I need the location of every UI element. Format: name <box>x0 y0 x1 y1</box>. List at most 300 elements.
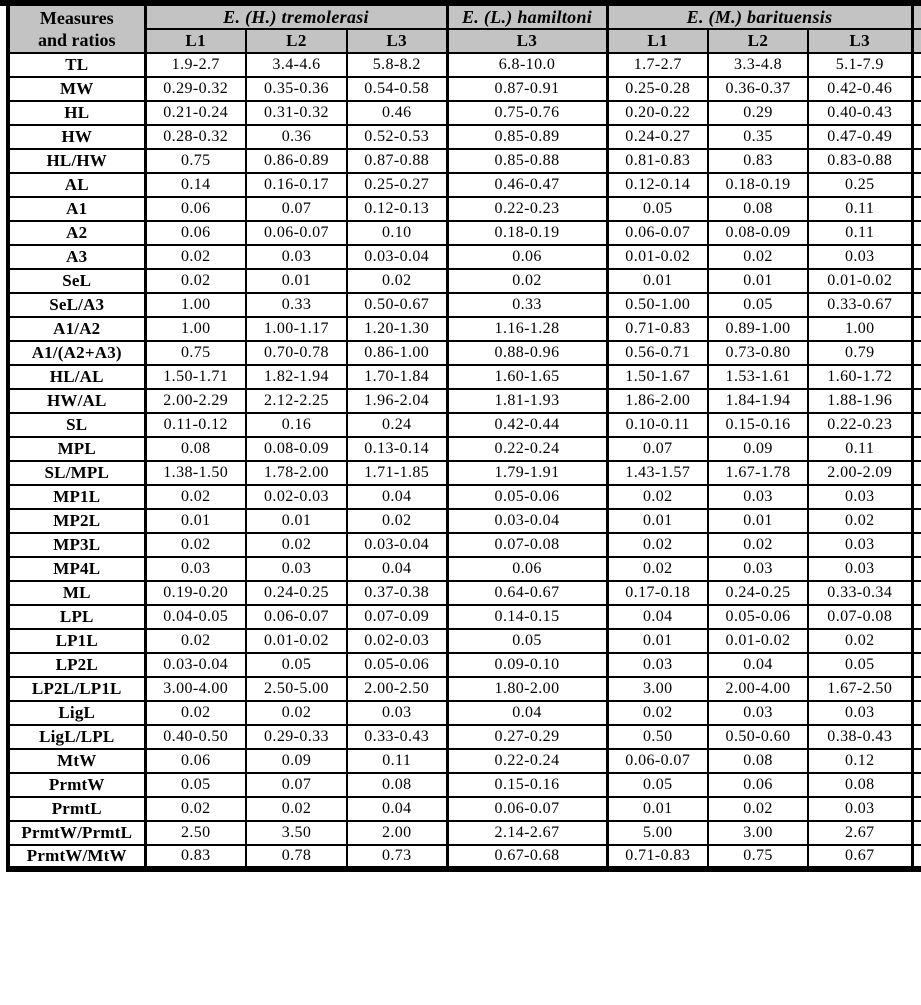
table-row <box>8 485 921 509</box>
value-cell: 0.85-0.88 <box>447 149 607 173</box>
value-cell: 0.02-0.03 <box>347 629 447 653</box>
cutoff-column-cell <box>912 677 921 701</box>
cutoff-column-header-bottom <box>912 29 921 53</box>
value-cell: 0.05-0.06 <box>708 605 808 629</box>
value-cell: 5.00 <box>607 821 708 845</box>
value-cell: 0.01 <box>708 269 808 293</box>
table-row <box>8 413 921 437</box>
measurements-table <box>6 6 921 872</box>
value-cell: 0.22-0.24 <box>447 437 607 461</box>
stage-header-tremolerasi-l1: L1 <box>145 29 246 53</box>
table-row <box>8 317 921 341</box>
row-label: HL <box>8 101 145 125</box>
value-cell: 0.02 <box>145 485 246 509</box>
row-label: A1 <box>8 197 145 221</box>
cutoff-column-header-top <box>912 6 921 29</box>
value-cell: 0.22-0.23 <box>447 197 607 221</box>
value-cell: 0.02 <box>808 509 912 533</box>
value-cell: 0.83-0.88 <box>808 149 912 173</box>
row-label: TL <box>8 53 145 77</box>
value-cell: 0.64-0.67 <box>447 581 607 605</box>
value-cell: 0.03-0.04 <box>347 533 447 557</box>
row-label: SL/MPL <box>8 461 145 485</box>
value-cell: 0.24-0.25 <box>708 581 808 605</box>
value-cell: 0.02-0.03 <box>246 485 347 509</box>
value-cell: 1.67-2.50 <box>808 677 912 701</box>
value-cell: 2.00-2.50 <box>347 677 447 701</box>
row-label: PrmtL <box>8 797 145 821</box>
cutoff-column-cell <box>912 629 921 653</box>
row-label: HW/AL <box>8 389 145 413</box>
cutoff-column-cell <box>912 461 921 485</box>
cutoff-column-cell <box>912 413 921 437</box>
value-cell: 0.06-0.07 <box>607 221 708 245</box>
value-cell: 0.03 <box>708 557 808 581</box>
table-row <box>8 221 921 245</box>
value-cell: 0.03 <box>246 557 347 581</box>
table-row <box>8 845 921 869</box>
value-cell: 0.13-0.14 <box>347 437 447 461</box>
row-label: MP2L <box>8 509 145 533</box>
value-cell: 0.75 <box>145 149 246 173</box>
value-cell: 0.37-0.38 <box>347 581 447 605</box>
value-cell: 2.00-4.00 <box>708 677 808 701</box>
cutoff-column-cell <box>912 581 921 605</box>
value-cell: 0.11-0.12 <box>145 413 246 437</box>
value-cell: 0.33 <box>246 293 347 317</box>
value-cell: 1.82-1.94 <box>246 365 347 389</box>
value-cell: 0.07-0.08 <box>447 533 607 557</box>
value-cell: 1.50-1.67 <box>607 365 708 389</box>
value-cell: 0.03 <box>808 533 912 557</box>
value-cell: 0.11 <box>808 197 912 221</box>
species-header-hamiltoni: E. (L.) hamiltoni <box>447 6 607 29</box>
value-cell: 0.01 <box>607 269 708 293</box>
value-cell: 0.01 <box>607 509 708 533</box>
value-cell: 0.18-0.19 <box>708 173 808 197</box>
row-label: A2 <box>8 221 145 245</box>
value-cell: 0.54-0.58 <box>347 77 447 101</box>
table-row <box>8 245 921 269</box>
value-cell: 0.75 <box>145 341 246 365</box>
value-cell: 0.05-0.06 <box>347 653 447 677</box>
value-cell: 0.03 <box>808 701 912 725</box>
cutoff-column-cell <box>912 773 921 797</box>
value-cell: 1.88-1.96 <box>808 389 912 413</box>
value-cell: 3.3-4.8 <box>708 53 808 77</box>
value-cell: 0.22-0.24 <box>447 749 607 773</box>
value-cell: 1.00 <box>808 317 912 341</box>
value-cell: 0.73-0.80 <box>708 341 808 365</box>
value-cell: 0.01-0.02 <box>808 269 912 293</box>
value-cell: 1.53-1.61 <box>708 365 808 389</box>
value-cell: 2.14-2.67 <box>447 821 607 845</box>
value-cell: 0.04 <box>447 701 607 725</box>
value-cell: 0.04-0.05 <box>145 605 246 629</box>
value-cell: 0.06-0.07 <box>607 749 708 773</box>
row-label: ML <box>8 581 145 605</box>
value-cell: 1.38-1.50 <box>145 461 246 485</box>
value-cell: 0.05 <box>708 293 808 317</box>
value-cell: 0.81-0.83 <box>607 149 708 173</box>
cutoff-column-cell <box>912 605 921 629</box>
value-cell: 0.08 <box>347 773 447 797</box>
value-cell: 0.08 <box>708 197 808 221</box>
value-cell: 0.03 <box>246 245 347 269</box>
value-cell: 0.52-0.53 <box>347 125 447 149</box>
value-cell: 0.05-0.06 <box>447 485 607 509</box>
table-row <box>8 197 921 221</box>
value-cell: 0.02 <box>145 245 246 269</box>
value-cell: 0.14 <box>145 173 246 197</box>
value-cell: 1.7-2.7 <box>607 53 708 77</box>
value-cell: 0.02 <box>447 269 607 293</box>
value-cell: 0.04 <box>708 653 808 677</box>
value-cell: 0.07 <box>246 773 347 797</box>
row-label: MP3L <box>8 533 145 557</box>
value-cell: 0.35 <box>708 125 808 149</box>
value-cell: 0.67 <box>808 845 912 869</box>
table-row <box>8 629 921 653</box>
value-cell: 0.24 <box>347 413 447 437</box>
stage-header-barituensis-l1: L1 <box>607 29 708 53</box>
table-row <box>8 341 921 365</box>
value-cell: 1.78-2.00 <box>246 461 347 485</box>
row-label: SeL <box>8 269 145 293</box>
value-cell: 0.08 <box>708 749 808 773</box>
value-cell: 0.01 <box>246 269 347 293</box>
table-row <box>8 53 921 77</box>
table-row <box>8 581 921 605</box>
measures-and-ratios-header <box>8 6 145 53</box>
value-cell: 2.50-5.00 <box>246 677 347 701</box>
value-cell: 0.15-0.16 <box>708 413 808 437</box>
cutoff-column-cell <box>912 557 921 581</box>
value-cell: 0.31-0.32 <box>246 101 347 125</box>
table-row <box>8 101 921 125</box>
row-label: LPL <box>8 605 145 629</box>
table-body <box>8 53 921 869</box>
value-cell: 1.79-1.91 <box>447 461 607 485</box>
value-cell: 0.10 <box>347 221 447 245</box>
row-label: MP4L <box>8 557 145 581</box>
table-row <box>8 77 921 101</box>
table-row <box>8 821 921 845</box>
value-cell: 0.03-0.04 <box>145 653 246 677</box>
table-row <box>8 293 921 317</box>
value-cell: 0.05 <box>607 197 708 221</box>
row-label: LigL/LPL <box>8 725 145 749</box>
table-row <box>8 269 921 293</box>
value-cell: 1.00 <box>145 317 246 341</box>
value-cell: 0.87-0.91 <box>447 77 607 101</box>
value-cell: 0.03 <box>808 245 912 269</box>
row-label: MtW <box>8 749 145 773</box>
value-cell: 1.9-2.7 <box>145 53 246 77</box>
table-row <box>8 725 921 749</box>
value-cell: 0.02 <box>347 509 447 533</box>
value-cell: 1.71-1.85 <box>347 461 447 485</box>
value-cell: 0.21-0.24 <box>145 101 246 125</box>
row-label: PrmtW/PrmtL <box>8 821 145 845</box>
value-cell: 0.04 <box>347 797 447 821</box>
value-cell: 0.02 <box>607 557 708 581</box>
table-row <box>8 605 921 629</box>
row-label: HL/AL <box>8 365 145 389</box>
value-cell: 0.29 <box>708 101 808 125</box>
value-cell: 0.06-0.07 <box>447 797 607 821</box>
value-cell: 1.00-1.17 <box>246 317 347 341</box>
value-cell: 0.04 <box>347 485 447 509</box>
value-cell: 0.78 <box>246 845 347 869</box>
value-cell: 0.75 <box>708 845 808 869</box>
table-row <box>8 173 921 197</box>
cutoff-column-cell <box>912 821 921 845</box>
value-cell: 0.02 <box>145 797 246 821</box>
value-cell: 0.06 <box>145 221 246 245</box>
value-cell: 0.02 <box>708 245 808 269</box>
corner-line-2: and ratios <box>37 30 116 50</box>
value-cell: 0.28-0.32 <box>145 125 246 149</box>
value-cell: 2.00-2.09 <box>808 461 912 485</box>
value-cell: 3.00 <box>607 677 708 701</box>
value-cell: 0.83 <box>145 845 246 869</box>
value-cell: 0.06 <box>145 197 246 221</box>
value-cell: 0.50-1.00 <box>607 293 708 317</box>
value-cell: 0.17-0.18 <box>607 581 708 605</box>
value-cell: 0.05 <box>145 773 246 797</box>
cutoff-column-cell <box>912 701 921 725</box>
table-row <box>8 749 921 773</box>
cutoff-column-cell <box>912 437 921 461</box>
value-cell: 1.50-1.71 <box>145 365 246 389</box>
value-cell: 0.06-0.07 <box>246 605 347 629</box>
value-cell: 0.35-0.36 <box>246 77 347 101</box>
value-cell: 0.12 <box>808 749 912 773</box>
value-cell: 0.09 <box>708 437 808 461</box>
value-cell: 0.05 <box>808 653 912 677</box>
value-cell: 0.06 <box>708 773 808 797</box>
value-cell: 0.24-0.25 <box>246 581 347 605</box>
value-cell: 0.04 <box>607 605 708 629</box>
value-cell: 0.24-0.27 <box>607 125 708 149</box>
value-cell: 0.71-0.83 <box>607 317 708 341</box>
stage-header-barituensis-l3: L3 <box>808 29 912 53</box>
value-cell: 0.40-0.43 <box>808 101 912 125</box>
table-row <box>8 533 921 557</box>
table-row <box>8 437 921 461</box>
value-cell: 0.03 <box>808 557 912 581</box>
value-cell: 0.02 <box>347 269 447 293</box>
cutoff-column-cell <box>912 149 921 173</box>
cutoff-column-cell <box>912 341 921 365</box>
value-cell: 3.00 <box>708 821 808 845</box>
table-row <box>8 149 921 173</box>
row-label: PrmtW/MtW <box>8 845 145 869</box>
row-label: SeL/A3 <box>8 293 145 317</box>
value-cell: 0.05 <box>246 653 347 677</box>
cutoff-column-cell <box>912 101 921 125</box>
value-cell: 1.43-1.57 <box>607 461 708 485</box>
cutoff-column-cell <box>912 485 921 509</box>
value-cell: 5.1-7.9 <box>808 53 912 77</box>
value-cell: 0.73 <box>347 845 447 869</box>
value-cell: 0.70-0.78 <box>246 341 347 365</box>
row-label: AL <box>8 173 145 197</box>
table-header <box>8 6 921 53</box>
row-label: MPL <box>8 437 145 461</box>
value-cell: 0.46-0.47 <box>447 173 607 197</box>
row-label: HL/HW <box>8 149 145 173</box>
value-cell: 0.03 <box>607 653 708 677</box>
cutoff-column-cell <box>912 845 921 869</box>
cutoff-column-cell <box>912 725 921 749</box>
value-cell: 0.86-0.89 <box>246 149 347 173</box>
value-cell: 0.36 <box>246 125 347 149</box>
value-cell: 0.02 <box>145 701 246 725</box>
value-cell: 0.29-0.33 <box>246 725 347 749</box>
value-cell: 1.96-2.04 <box>347 389 447 413</box>
value-cell: 0.25-0.27 <box>347 173 447 197</box>
value-cell: 0.19-0.20 <box>145 581 246 605</box>
cutoff-column-cell <box>912 221 921 245</box>
value-cell: 0.03 <box>347 701 447 725</box>
value-cell: 0.42-0.46 <box>808 77 912 101</box>
value-cell: 0.16 <box>246 413 347 437</box>
value-cell: 0.79 <box>808 341 912 365</box>
row-label: LP2L/LP1L <box>8 677 145 701</box>
row-label: PrmtW <box>8 773 145 797</box>
value-cell: 0.33-0.34 <box>808 581 912 605</box>
value-cell: 2.12-2.25 <box>246 389 347 413</box>
value-cell: 0.14-0.15 <box>447 605 607 629</box>
value-cell: 0.50-0.60 <box>708 725 808 749</box>
value-cell: 0.01-0.02 <box>246 629 347 653</box>
value-cell: 0.07-0.08 <box>808 605 912 629</box>
value-cell: 2.67 <box>808 821 912 845</box>
value-cell: 2.50 <box>145 821 246 845</box>
value-cell: 3.50 <box>246 821 347 845</box>
table-row <box>8 461 921 485</box>
value-cell: 0.33-0.67 <box>808 293 912 317</box>
value-cell: 0.46 <box>347 101 447 125</box>
value-cell: 0.33 <box>447 293 607 317</box>
value-cell: 0.11 <box>808 221 912 245</box>
value-cell: 0.08 <box>145 437 246 461</box>
value-cell: 0.02 <box>607 533 708 557</box>
value-cell: 0.07 <box>246 197 347 221</box>
stage-header-tremolerasi-l2: L2 <box>246 29 347 53</box>
value-cell: 0.02 <box>145 629 246 653</box>
value-cell: 3.00-4.00 <box>145 677 246 701</box>
cutoff-column-cell <box>912 749 921 773</box>
value-cell: 0.25-0.28 <box>607 77 708 101</box>
value-cell: 0.85-0.89 <box>447 125 607 149</box>
stage-header-row <box>8 29 921 53</box>
value-cell: 0.12-0.13 <box>347 197 447 221</box>
value-cell: 1.81-1.93 <box>447 389 607 413</box>
species-header-tremolerasi: E. (H.) tremolerasi <box>145 6 447 29</box>
value-cell: 1.67-1.78 <box>708 461 808 485</box>
value-cell: 0.15-0.16 <box>447 773 607 797</box>
value-cell: 0.25 <box>808 173 912 197</box>
value-cell: 0.18-0.19 <box>447 221 607 245</box>
value-cell: 0.01 <box>607 797 708 821</box>
value-cell: 0.27-0.29 <box>447 725 607 749</box>
value-cell: 0.11 <box>808 437 912 461</box>
cutoff-column-cell <box>912 77 921 101</box>
value-cell: 0.88-0.96 <box>447 341 607 365</box>
value-cell: 2.00-2.29 <box>145 389 246 413</box>
value-cell: 0.06 <box>447 245 607 269</box>
row-label: LigL <box>8 701 145 725</box>
value-cell: 0.42-0.44 <box>447 413 607 437</box>
value-cell: 0.01 <box>145 509 246 533</box>
value-cell: 0.40-0.50 <box>145 725 246 749</box>
value-cell: 0.03 <box>808 485 912 509</box>
cutoff-column-cell <box>912 317 921 341</box>
row-label: A3 <box>8 245 145 269</box>
value-cell: 1.84-1.94 <box>708 389 808 413</box>
value-cell: 1.86-2.00 <box>607 389 708 413</box>
value-cell: 0.03 <box>808 797 912 821</box>
value-cell: 0.03 <box>708 485 808 509</box>
value-cell: 0.38-0.43 <box>808 725 912 749</box>
value-cell: 5.8-8.2 <box>347 53 447 77</box>
value-cell: 1.60-1.72 <box>808 365 912 389</box>
value-cell: 0.02 <box>708 533 808 557</box>
table-row <box>8 365 921 389</box>
value-cell: 0.08-0.09 <box>708 221 808 245</box>
value-cell: 0.16-0.17 <box>246 173 347 197</box>
table-row <box>8 125 921 149</box>
value-cell: 0.01-0.02 <box>708 629 808 653</box>
value-cell: 1.70-1.84 <box>347 365 447 389</box>
value-cell: 0.09-0.10 <box>447 653 607 677</box>
value-cell: 0.22-0.23 <box>808 413 912 437</box>
row-label: MP1L <box>8 485 145 509</box>
value-cell: 0.03-0.04 <box>447 509 607 533</box>
cutoff-column-cell <box>912 125 921 149</box>
row-label: A1/A2 <box>8 317 145 341</box>
cutoff-column-cell <box>912 389 921 413</box>
row-label: HW <box>8 125 145 149</box>
stage-header-hamiltoni-l3: L3 <box>447 29 607 53</box>
value-cell: 0.02 <box>607 485 708 509</box>
value-cell: 0.06 <box>145 749 246 773</box>
value-cell: 0.03-0.04 <box>347 245 447 269</box>
value-cell: 0.06-0.07 <box>246 221 347 245</box>
species-header-barituensis: E. (M.) barituensis <box>607 6 912 29</box>
cutoff-column-cell <box>912 173 921 197</box>
value-cell: 0.86-1.00 <box>347 341 447 365</box>
value-cell: 0.03 <box>708 701 808 725</box>
cutoff-column-cell <box>912 653 921 677</box>
value-cell: 0.11 <box>347 749 447 773</box>
cutoff-column-cell <box>912 797 921 821</box>
value-cell: 6.8-10.0 <box>447 53 607 77</box>
value-cell: 0.02 <box>246 797 347 821</box>
value-cell: 0.08 <box>808 773 912 797</box>
value-cell: 0.06 <box>447 557 607 581</box>
value-cell: 0.36-0.37 <box>708 77 808 101</box>
value-cell: 0.04 <box>347 557 447 581</box>
corner-line-1: Measures <box>39 7 114 28</box>
value-cell: 0.29-0.32 <box>145 77 246 101</box>
value-cell: 1.16-1.28 <box>447 317 607 341</box>
table-row <box>8 389 921 413</box>
value-cell: 0.83 <box>708 149 808 173</box>
